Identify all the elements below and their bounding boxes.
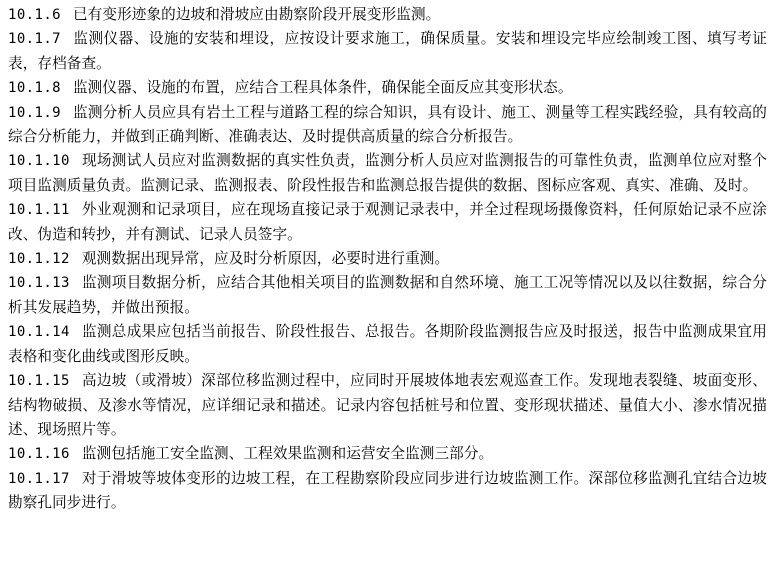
clause-text: 现场测试人员应对监测数据的真实性负责，监测分析人员应对监测报告的可靠性负责，监测单位应对整个项目监测质量负责。监测记录、监测报表、阶段性报告和监测总报告提供的数据、图标应客观、真实、准确、及时。 [8,152,767,194]
clause-10-1-10 [8,149,767,198]
clause-10-1-13 [8,271,767,320]
clause-number: 10.1.16 [8,446,70,463]
clause-text: 监测仪器、设施的布置，应结合工程具体条件，确保能全面反应其变形状态。 [72,79,573,97]
clause-10-1-11 [8,198,767,247]
clause-10-1-9 [8,101,767,150]
clause-10-1-12 [8,247,767,271]
clause-number: 10.1.12 [8,251,70,268]
clause-10-1-6 [8,3,767,27]
clause-text: 对于滑坡等坡体变形的边坡工程，在工程勘察阶段应同步进行边坡监测工作。深部位移监测孔宜结合边坡勘察孔同步进行。 [8,469,767,512]
clause-text: 监测总成果应包括当前报告、阶段性报告、总报告。各期阶段监测报告应及时报送，报告中监测成果宜用表格和变化曲线或图形反映。 [8,323,767,365]
clause-number: 10.1.17 [8,470,70,487]
clause-text: 监测项目数据分析，应结合其他相关项目的监测数据和自然环境、施工工况等情况以及以往数据，综合分析其发展趋势，并做出预报。 [8,274,767,316]
clause-text: 监测仪器、设施的安装和埋设，应按设计要求施工，确保质量。安装和埋设完毕应绘制竣工图、填写考证表，存档备查。 [8,30,767,72]
clause-text: 高边坡（或滑坡）深部位移监测过程中，应同时开展坡体地表宏观巡查工作。发现地表裂缝、坡面变形、结构物破损、及渗水等情况，应详细记录和描述。记录内容包括桩号和位置、变形现状描述、量值大小、渗水情况描述、现场照片等。 [8,372,767,438]
clause-text: 观测数据出现异常，应及时分析原因，必要时进行重测。 [81,250,450,268]
clause-text: 外业观测和记录项目，应在现场直接记录于观测记录表中，并全过程现场摄像资料，任何原始记录不应涂改、伪造和转抄，并有测试、记录人员签字。 [8,201,767,243]
clause-number: 10.1.15 [8,373,70,390]
clause-number: 10.1.8 [8,80,61,97]
clause-10-1-7 [8,27,767,76]
clause-10-1-16 [8,442,767,466]
clause-number: 10.1.9 [8,104,61,121]
clause-number: 10.1.10 [8,153,70,170]
clause-number: 10.1.7 [8,31,61,48]
clause-text: 监测分析人员应具有岩土工程与道路工程的综合知识，具有设计、施工、测量等工程实践经验，具有较高的综合分析能力，并做到正确判断、准确表达、及时提供高质量的综合分析报告。 [8,103,767,146]
clause-10-1-14 [8,320,767,369]
clause-10-1-8 [8,76,767,100]
clause-text: 已有变形迹象的边坡和滑坡应由勘察阶段开展变形监测。 [72,6,441,23]
clause-number: 10.1.6 [8,7,61,23]
clause-number: 10.1.14 [8,324,70,341]
clause-10-1-17 [8,467,767,516]
clause-10-1-15 [8,369,767,442]
clause-number: 10.1.13 [8,275,70,292]
clause-text: 监测包括施工安全监测、工程效果监测和运营安全监测三部分。 [81,445,494,463]
clause-number: 10.1.11 [8,202,70,219]
